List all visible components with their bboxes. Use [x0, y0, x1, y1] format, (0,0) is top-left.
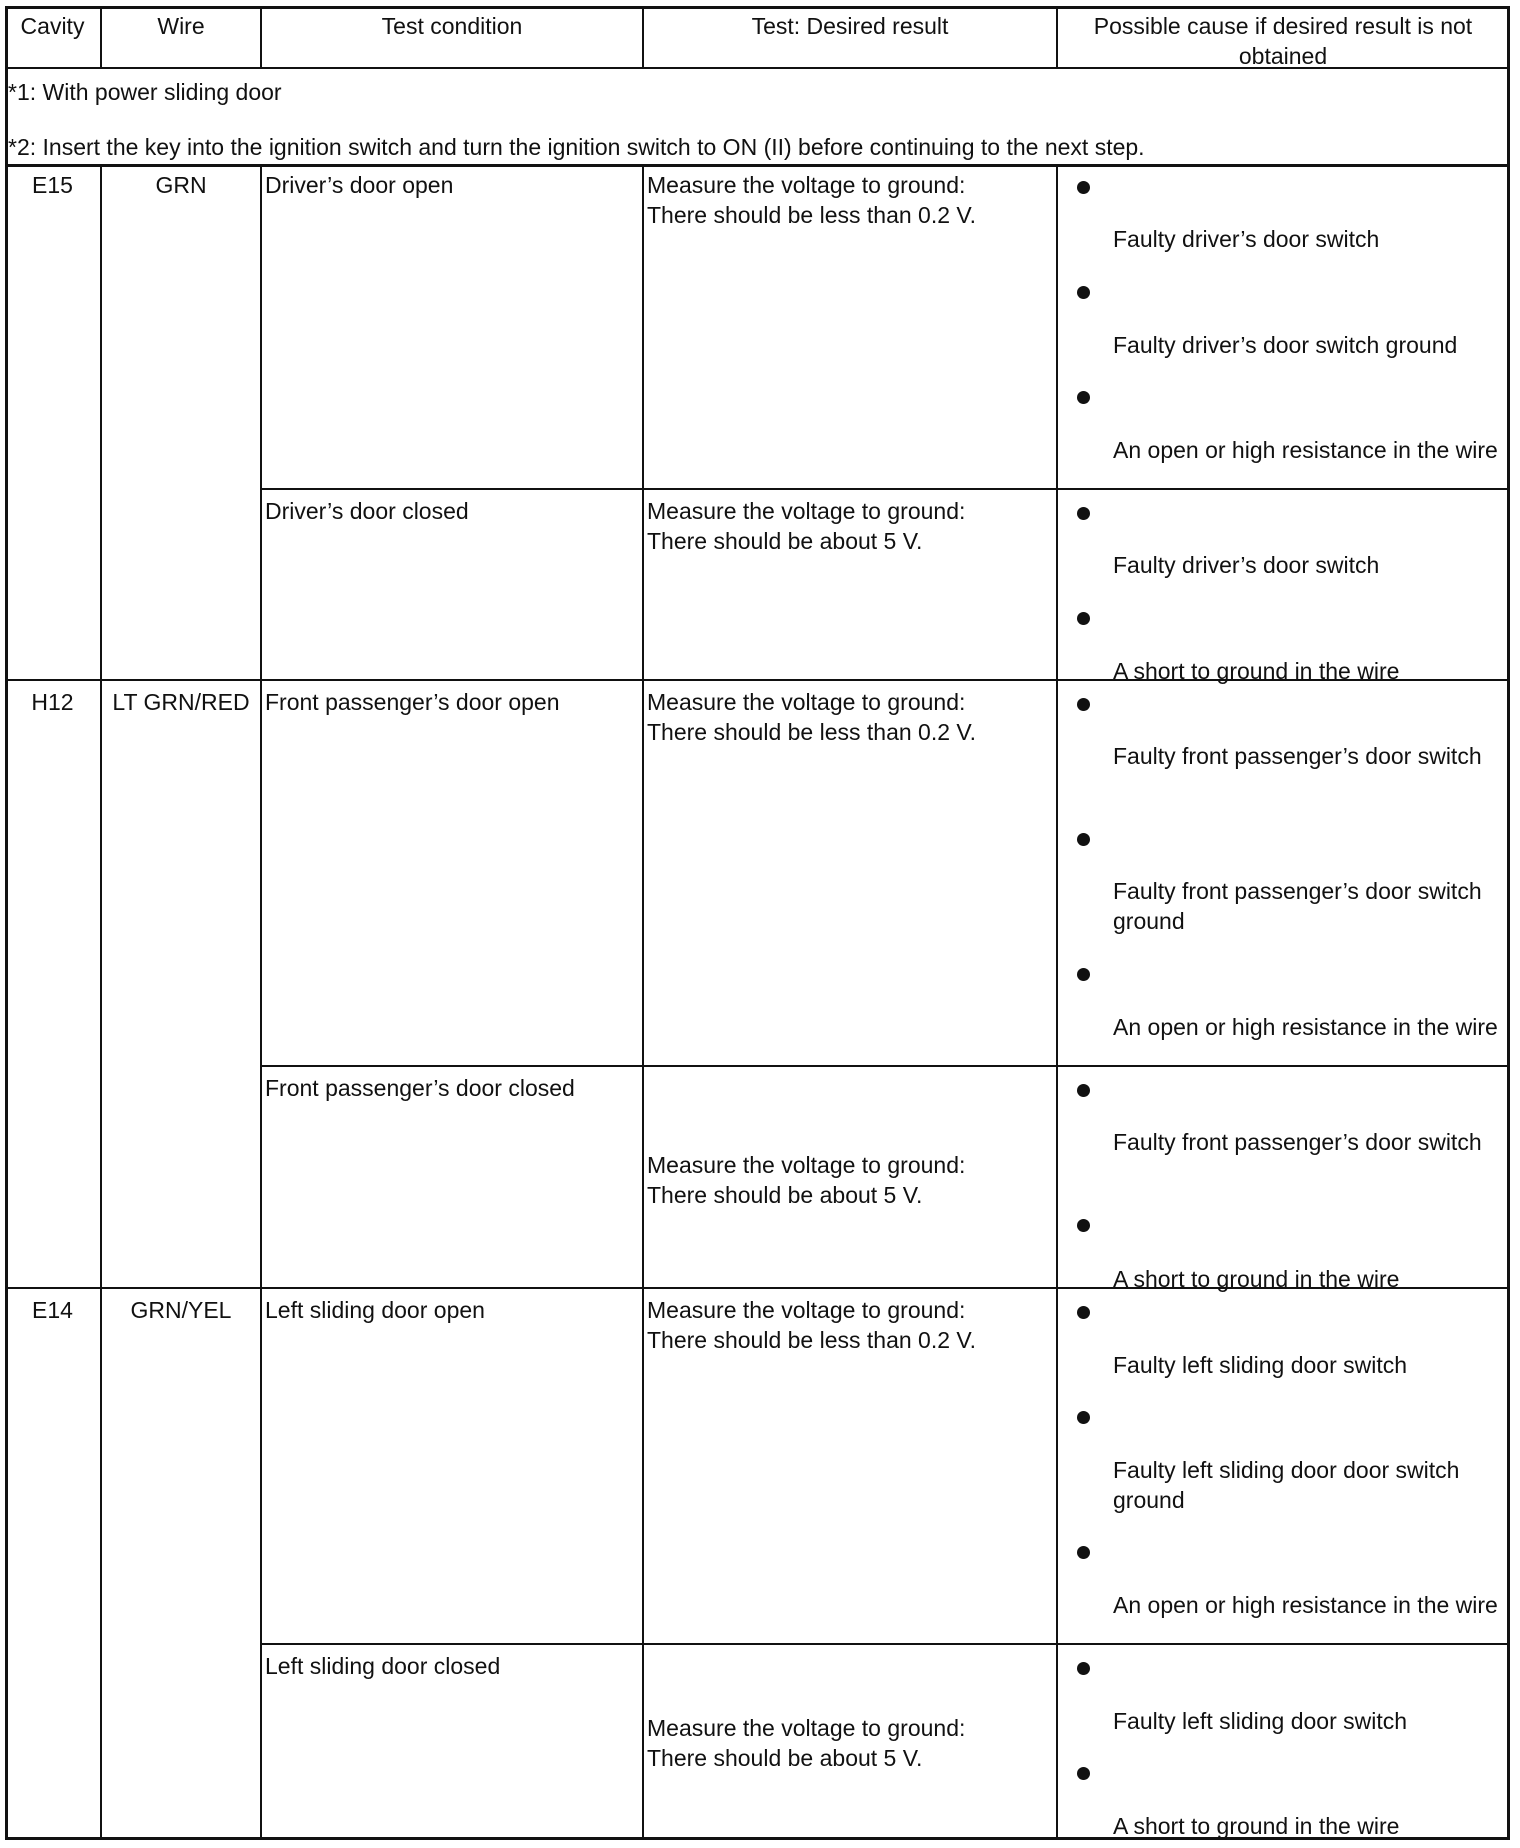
- row-line-h12: [260, 1065, 1510, 1067]
- condition-e14-open: Left sliding door open: [265, 1297, 485, 1323]
- wire-e15: GRN: [155, 172, 207, 198]
- bullet-icon: [1077, 1662, 1090, 1675]
- header-cavity: Cavity: [20, 13, 85, 39]
- result-e15-closed-l1: Measure the voltage to ground:: [647, 498, 966, 524]
- condition-h12-closed: Front passenger’s door closed: [265, 1075, 575, 1101]
- bullet-icon: [1077, 507, 1090, 520]
- cause-e15-open-2: Faulty driver’s door switch ground: [1113, 332, 1458, 358]
- col-divider-2b: [260, 165, 262, 1840]
- row-line-e15: [260, 488, 1510, 490]
- result-h12-closed-l2: There should be about 5 V.: [647, 1182, 923, 1208]
- cause-h12-open-3: An open or high resistance in the wire: [1113, 1014, 1498, 1040]
- notes-bottom-line: [5, 164, 1510, 167]
- note-2: *2: Insert the key into the ignition switch and turn the ignition switch to ON (II) before continuing to the next step.: [8, 134, 1145, 160]
- cause-e14-open-3: An open or high resistance in the wire: [1113, 1592, 1498, 1618]
- result-e14-open-l1: Measure the voltage to ground:: [647, 1297, 966, 1323]
- result-e15-open-l2: There should be less than 0.2 V.: [647, 202, 977, 228]
- condition-e15-open: Driver’s door open: [265, 172, 454, 198]
- cavity-h12: H12: [31, 689, 74, 715]
- cause-h12-closed-2: A short to ground in the wire: [1113, 1266, 1400, 1292]
- bullet-icon: [1077, 1411, 1090, 1424]
- cause-e15-open-1: Faulty driver’s door switch: [1113, 226, 1380, 252]
- col-divider-4: [1056, 6, 1058, 67]
- cause-h12-open-1: Faulty front passenger’s door switch: [1113, 743, 1482, 769]
- bullet-icon: [1077, 181, 1090, 194]
- wire-e14: GRN/YEL: [130, 1297, 232, 1323]
- header-desired-result: Test: Desired result: [751, 13, 949, 39]
- bullet-icon: [1077, 1219, 1090, 1232]
- bullet-icon: [1077, 1546, 1090, 1559]
- bullet-icon: [1077, 286, 1090, 299]
- bullet-icon: [1077, 1084, 1090, 1097]
- header-test-condition: Test condition: [381, 13, 523, 39]
- cause-e14-closed-2: A short to ground in the wire: [1113, 1813, 1400, 1839]
- bullet-icon: [1077, 833, 1090, 846]
- cause-e15-open-3: An open or high resistance in the wire: [1113, 437, 1498, 463]
- condition-e15-closed: Driver’s door closed: [265, 498, 469, 524]
- result-h12-open-l1: Measure the voltage to ground:: [647, 689, 966, 715]
- header-possible-cause: Possible cause if desired result is not obtained: [1093, 13, 1473, 69]
- bullet-icon: [1077, 698, 1090, 711]
- note-1: *1: With power sliding door: [8, 79, 282, 105]
- result-h12-closed-l1: Measure the voltage to ground:: [647, 1152, 966, 1178]
- cavity-e14: E14: [32, 1297, 73, 1323]
- bullet-icon: [1077, 612, 1090, 625]
- result-e14-closed-l1: Measure the voltage to ground:: [647, 1715, 966, 1741]
- cause-e14-open-1: Faulty left sliding door switch: [1113, 1352, 1408, 1378]
- cause-e15-closed-1: Faulty driver’s door switch: [1113, 552, 1380, 578]
- row-line-e14: [260, 1643, 1510, 1645]
- result-e14-closed-l2: There should be about 5 V.: [647, 1745, 923, 1771]
- header-wire: Wire: [157, 13, 205, 39]
- table-grid: [5, 6, 1510, 1840]
- result-h12-open-l2: There should be less than 0.2 V.: [647, 719, 977, 745]
- bullet-icon: [1077, 1767, 1090, 1780]
- bullet-icon: [1077, 968, 1090, 981]
- condition-e14-closed: Left sliding door closed: [265, 1653, 501, 1679]
- bullet-icon: [1077, 391, 1090, 404]
- result-e15-open-l1: Measure the voltage to ground:: [647, 172, 966, 198]
- condition-h12-open: Front passenger’s door open: [265, 689, 560, 715]
- cause-e14-closed-1: Faulty left sliding door switch: [1113, 1708, 1408, 1734]
- wire-h12: LT GRN/RED: [112, 689, 250, 715]
- cause-e14-open-2: Faulty left sliding door door switch ground: [1113, 1457, 1460, 1513]
- cause-h12-closed-1: Faulty front passenger’s door switch: [1113, 1129, 1482, 1155]
- bullet-icon: [1077, 1306, 1090, 1319]
- result-e15-closed-l2: There should be about 5 V.: [647, 528, 923, 554]
- cause-h12-open-2: Faulty front passenger’s door switch ground: [1113, 878, 1482, 934]
- col-divider-1: [100, 6, 102, 1840]
- cause-e15-closed-2: A short to ground in the wire: [1113, 658, 1400, 684]
- result-e14-open-l2: There should be less than 0.2 V.: [647, 1327, 977, 1353]
- col-divider-3b: [642, 165, 644, 1840]
- cavity-e15: E15: [32, 172, 73, 198]
- col-divider-4b: [1056, 165, 1058, 1840]
